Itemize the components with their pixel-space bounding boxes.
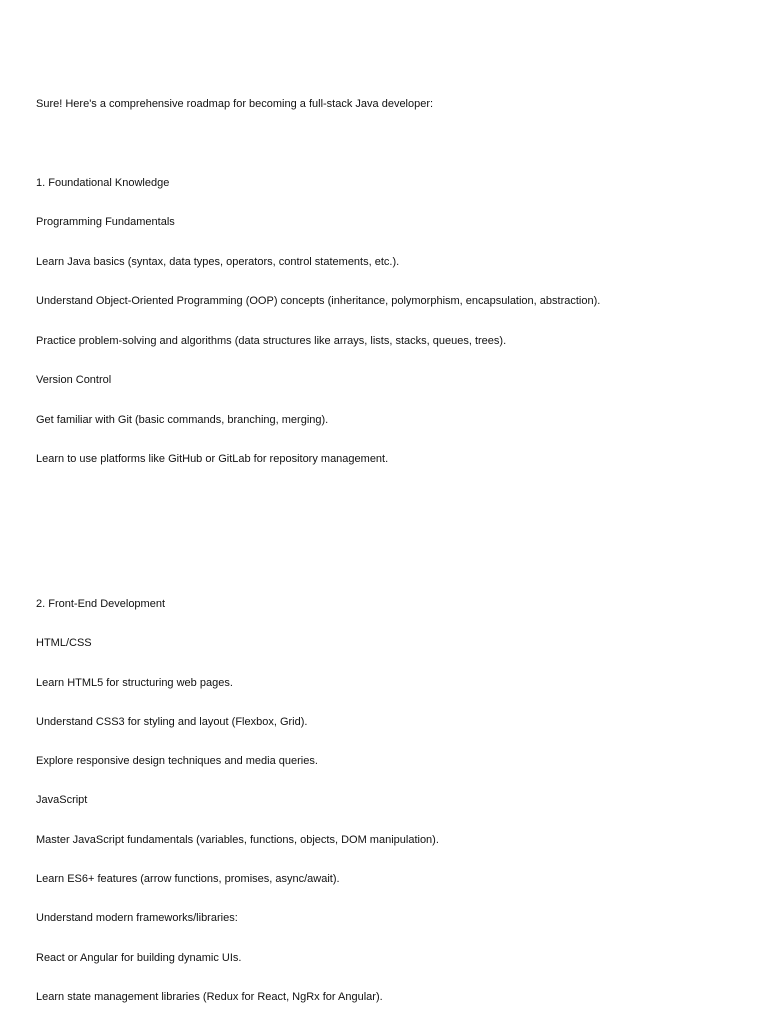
intro-text: Sure! Here's a comprehensive roadmap for becoming a full-stack Java developer: — [36, 98, 434, 110]
section-heading: 2. Front-End Development — [36, 598, 166, 610]
list-item: Learn HTML5 for structuring web pages. — [36, 677, 233, 689]
list-item: React or Angular for building dynamic UIs. — [36, 952, 242, 964]
list-item: Learn to use platforms like GitHub or GitLab for repository management. — [36, 453, 389, 465]
list-item: Get familiar with Git (basic commands, branching, merging). — [36, 414, 329, 426]
subsection-heading: Programming Fundamentals — [36, 216, 175, 228]
list-item: Learn ES6+ features (arrow functions, promises, async/await). — [36, 873, 340, 885]
list-item: Learn state management libraries (Redux for React, NgRx for Angular). — [36, 991, 383, 1003]
list-item: Explore responsive design techniques and media queries. — [36, 755, 318, 767]
subsection-heading: Version Control — [36, 374, 112, 386]
list-item: Practice problem-solving and algorithms (data structures like arrays, lists, stacks, queues, trees). — [36, 335, 507, 347]
list-item: Understand CSS3 for styling and layout (Flexbox, Grid). — [36, 716, 308, 728]
list-item: Understand Object-Oriented Programming (OOP) concepts (inheritance, polymorphism, encapsulation, abstraction). — [36, 295, 601, 307]
list-item: Learn Java basics (syntax, data types, operators, control statements, etc.). — [36, 256, 400, 268]
list-item: Understand modern frameworks/libraries: — [36, 912, 238, 924]
section-heading: 1. Foundational Knowledge — [36, 177, 170, 189]
list-item: Master JavaScript fundamentals (variables, functions, objects, DOM manipulation). — [36, 834, 439, 846]
subsection-heading: JavaScript — [36, 794, 88, 806]
subsection-heading: HTML/CSS — [36, 637, 92, 649]
